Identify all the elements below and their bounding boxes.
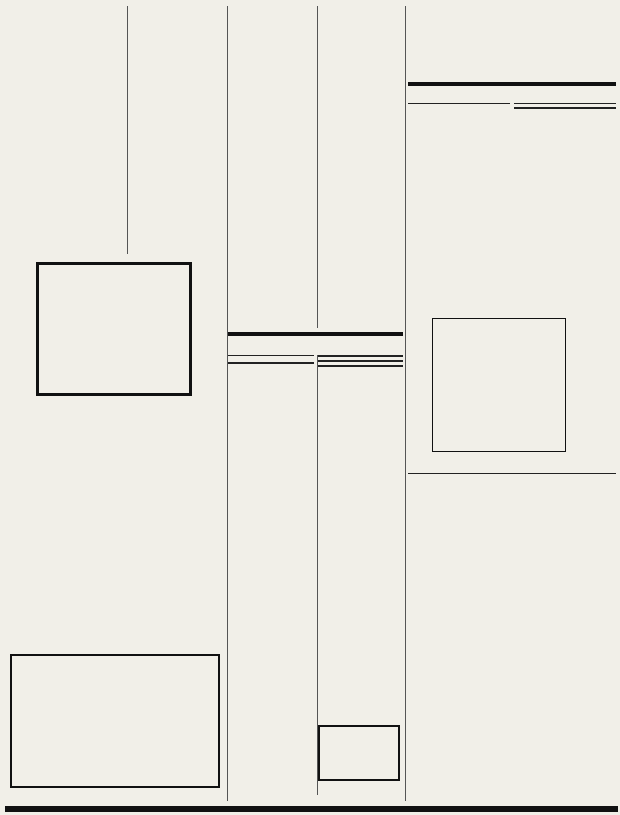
column-1 [6,6,124,256]
academias-heading [318,355,403,357]
detectives-heading [408,103,510,104]
crossword-clues [408,470,616,800]
column-rule [317,355,318,795]
column-3 [230,6,316,331]
ensenanza-left [228,352,314,366]
supermuebles-ad [10,654,220,788]
chess-section [6,256,222,646]
column-rule [317,6,318,328]
lea-abc-box [318,725,400,781]
ensenanza-right [318,352,403,369]
column-4 [320,6,402,331]
column-2 [130,6,225,256]
oposiciones-heading [318,360,403,362]
right-top [408,6,616,81]
servicios-section [408,80,616,340]
crossword [408,315,616,452]
idiomas-heading [228,355,314,356]
crossword-grid [432,318,566,452]
transportes-col [514,100,616,111]
transportes-heading [514,103,616,104]
column-rule [127,6,128,254]
ensenanza-header [228,332,403,336]
divider [408,473,616,474]
bachillerato-heading [228,362,314,364]
mudanzas-heading [514,107,616,109]
column-rule [405,6,406,801]
crossword-row-numbers [408,318,432,452]
column-rule [227,6,228,801]
varios-heading [318,365,403,367]
servicios-header [408,82,616,86]
bottom-bar [5,806,618,812]
chess-board [36,262,192,396]
detectives-col [408,100,510,106]
